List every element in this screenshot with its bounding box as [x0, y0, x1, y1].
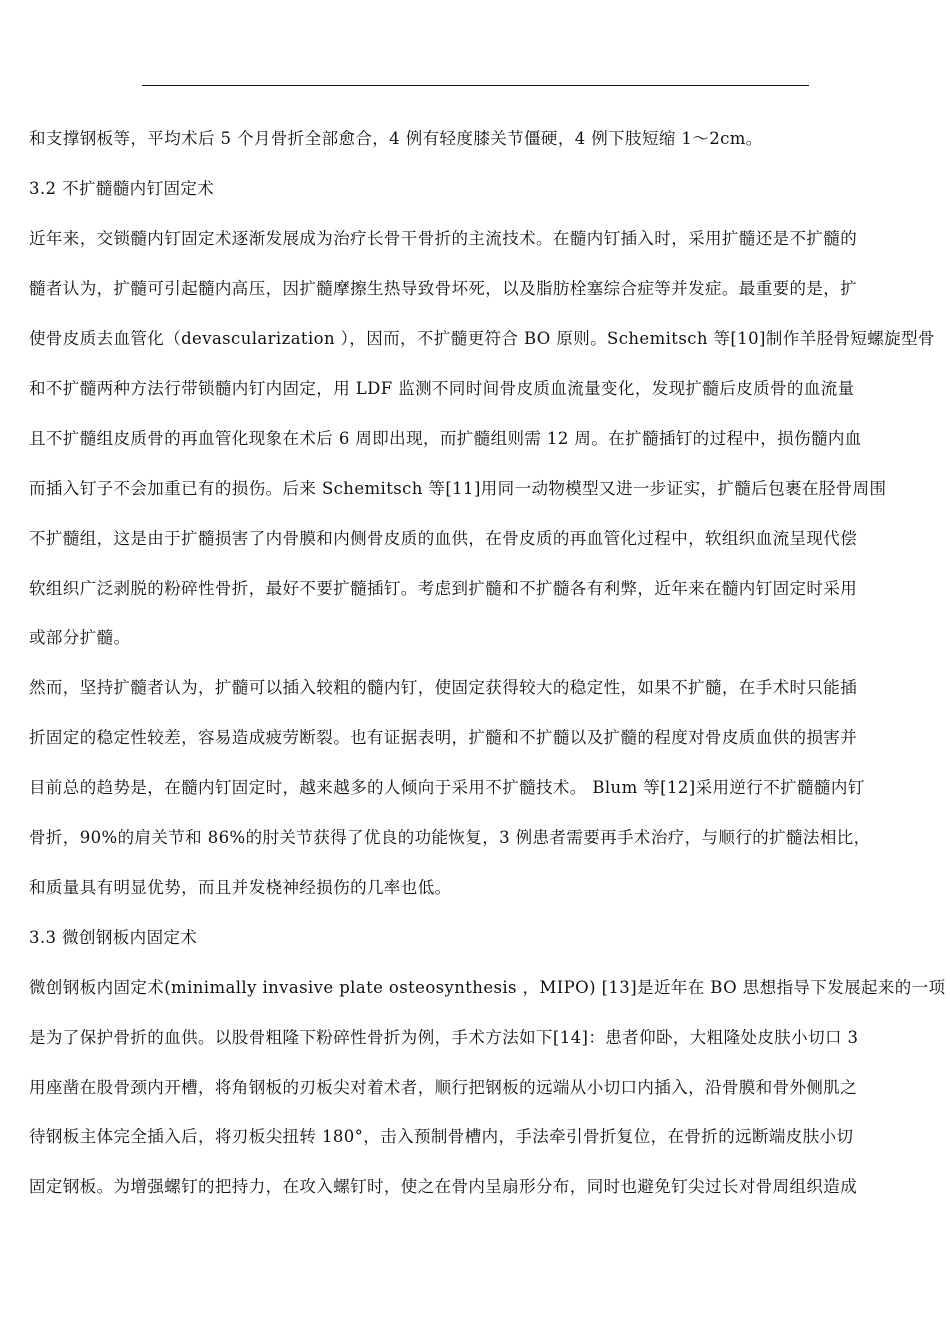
text-line-7: 且不扩髓组皮质骨的再血管化现象在术后 6 周即出现，而扩髓组则需 12 周。在扩髓插钉的过程中，损伤髓内血: [29, 429, 862, 448]
section-heading-3-3: 3.3 微创钢板内固定术: [29, 928, 198, 947]
text-line-3: 近年来，交锁髓内钉固定术逐渐发展成为治疗长骨干骨折的主流技术。在髓内钉插入时，采用扩髓还是不扩髓的: [29, 229, 858, 248]
text-line-15: 骨折，90%的肩关节和 86%的肘关节获得了优良的功能恢复，3 例患者需要再手术治疗，与顺行的扩髓法相比，: [29, 828, 871, 847]
text-line-4: 髓者认为，扩髓可引起髓内高压，因扩髓摩擦生热导致骨坏死，以及脂肪栓塞综合症等并发症。最重要的是，扩: [29, 279, 858, 298]
text-line-11: 或部分扩髓。: [29, 628, 131, 647]
text-line-10: 软组织广泛剥脱的粉碎性骨折，最好不要扩髓插钉。考虑到扩髓和不扩髓各有利弊，近年来在髓内钉固定时采用: [29, 579, 858, 598]
text-line-1: 和支撑钢板等，平均术后 5 个月骨折全部愈合，4 例有轻度膝关节僵硬，4 例下肢短缩 1～2cm。: [29, 129, 763, 148]
text-line-14: 目前总的趋势是，在髓内钉固定时，越来越多的人倾向于采用不扩髓技术。 Blum 等[12]采用逆行不扩髓髓内钉: [29, 778, 865, 797]
header-rule: [142, 85, 809, 86]
text-line-12: 然而，坚持扩髓者认为，扩髓可以插入较粗的髓内钉，使固定获得较大的稳定性，如果不扩髓，在手术时只能插: [29, 678, 858, 697]
text-line-9: 不扩髓组，这是由于扩髓损害了内骨膜和内侧骨皮质的血供，在骨皮质的再血管化过程中，软组织血流呈现代偿: [29, 529, 858, 548]
text-line-5: 使骨皮质去血管化（devascularization ），因而，不扩髓更符合 BO 原则。Schemitsch 等[10]制作羊胫骨短螺旋型骨: [29, 329, 935, 348]
text-line-6: 和不扩髓两种方法行带锁髓内钉内固定，用 LDF 监测不同时间骨皮质血流量变化，发现扩髓后皮质骨的血流量: [29, 379, 855, 398]
text-line-18: 微创钢板内固定术(minimally invasive plate osteosynthesis ，MIPO) [13]是近年在 BO 思想指导下发展起来的一项: [29, 978, 946, 997]
text-line-16: 和质量具有明显优势，而且并发桡神经损伤的几率也低。: [29, 878, 452, 897]
section-heading-3-2: 3.2 不扩髓髓内钉固定术: [29, 179, 215, 198]
text-line-22: 固定钢板。为增强螺钉的把持力，在攻入螺钉时，使之在骨内呈扇形分布，同时也避免钉尖过长对骨周组织造成: [29, 1177, 858, 1196]
text-line-19: 是为了保护骨折的血供。以股骨粗隆下粉碎性骨折为例，手术方法如下[14]：患者仰卧，大粗隆处皮肤小切口 3: [29, 1028, 859, 1047]
text-line-20: 用座凿在股骨颈内开槽，将角钢板的刃板尖对着术者，顺行把钢板的远端从小切口内插入，沿骨膜和骨外侧肌之: [29, 1078, 858, 1097]
text-line-8: 而插入钉子不会加重已有的损伤。后来 Schemitsch 等[11]用同一动物模型又进一步证实，扩髓后包裹在胫骨周围: [29, 479, 887, 498]
text-line-13: 折固定的稳定性较差，容易造成疲劳断裂。也有证据表明，扩髓和不扩髓以及扩髓的程度对骨皮质血供的损害并: [29, 728, 858, 747]
text-line-21: 待钢板主体完全插入后，将刃板尖扭转 180°，击入预制骨槽内，手法牵引骨折复位，在骨折的远断端皮肤小切: [29, 1127, 854, 1146]
